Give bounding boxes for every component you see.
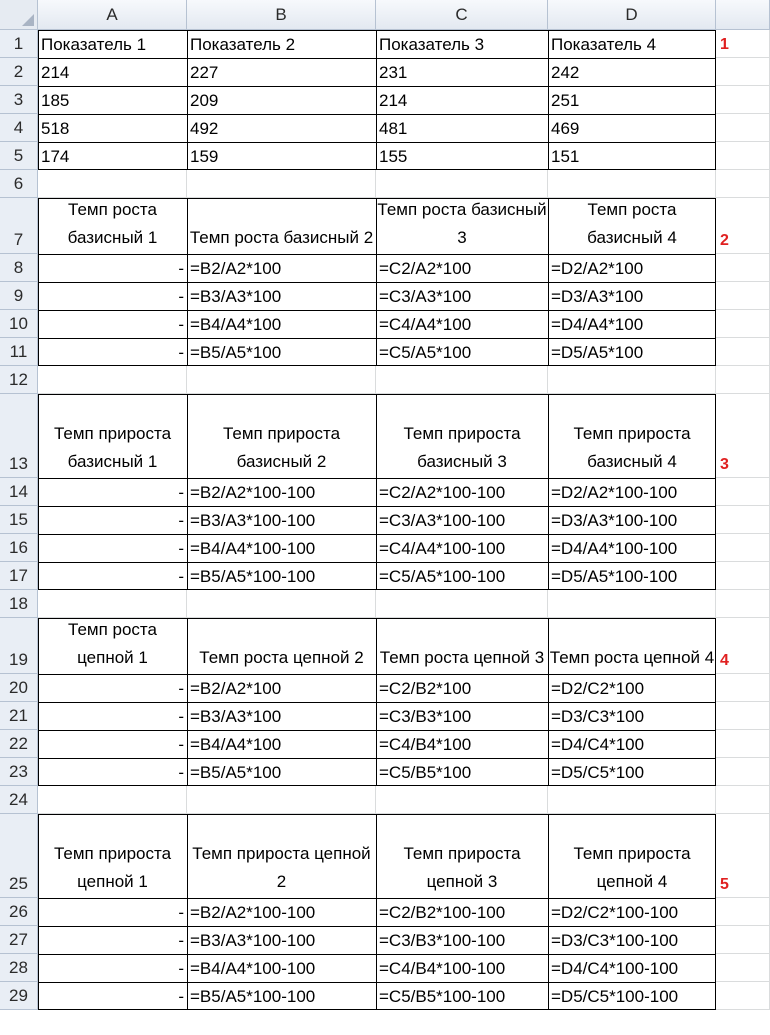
block-marker-5: 5	[720, 876, 729, 893]
cell-a22[interactable]: -	[178, 734, 184, 754]
cell-b21[interactable]: =B3/A3*100	[190, 706, 282, 726]
row-header-10[interactable]: 10	[0, 310, 38, 338]
column-header-c[interactable]: C	[376, 0, 548, 30]
cell-d23[interactable]: =D5/C5*100	[551, 762, 645, 782]
cell-e24[interactable]	[716, 786, 770, 814]
cell-d2[interactable]: 242	[551, 62, 580, 82]
cell-d10[interactable]: =D4/A4*100	[551, 314, 644, 334]
cell-e2[interactable]	[716, 58, 770, 86]
cell-d28[interactable]: =D4/C4*100-100	[551, 958, 679, 978]
cell-d18[interactable]	[548, 590, 716, 618]
cell-d8[interactable]: =D2/A2*100	[551, 258, 644, 278]
cell-d15[interactable]: =D3/A3*100-100	[551, 510, 678, 530]
cell-e12[interactable]	[716, 366, 770, 394]
cell-b11[interactable]: =B5/A5*100	[190, 342, 282, 362]
row-header-9[interactable]: 9	[0, 282, 38, 310]
cell-d5[interactable]: 151	[551, 146, 580, 166]
cell-e26[interactable]	[716, 898, 770, 926]
cell-a8[interactable]: -	[178, 258, 184, 278]
row-header-28[interactable]: 28	[0, 954, 38, 982]
cell-a3[interactable]: 185	[41, 90, 70, 110]
row-header-2[interactable]: 2	[0, 58, 38, 86]
block-marker-1: 1	[720, 36, 729, 53]
cell-b8[interactable]: =B2/A2*100	[190, 258, 282, 278]
cell-e15[interactable]	[716, 506, 770, 534]
row-header-13[interactable]: 13	[0, 394, 38, 478]
cell-c29[interactable]: =C5/B5*100-100	[379, 986, 506, 1006]
row-header-29[interactable]: 29	[0, 982, 38, 1010]
cell-b7[interactable]: Темп роста базисный 2	[189, 228, 374, 247]
cell-a13[interactable]: Темп прироста базисный 1	[53, 424, 172, 471]
cell-c15[interactable]: =C3/A3*100-100	[379, 510, 506, 530]
cell-c14[interactable]: =C2/A2*100-100	[379, 482, 506, 502]
cell-b26[interactable]: =B2/A2*100-100	[190, 902, 316, 922]
cell-e5[interactable]	[716, 142, 770, 170]
cell-c5[interactable]: 155	[379, 146, 408, 166]
cell-a4[interactable]: 518	[41, 118, 70, 138]
block-marker-2: 2	[720, 232, 729, 249]
cell-e22[interactable]	[716, 730, 770, 758]
row-header-25[interactable]: 25	[0, 814, 38, 898]
cell-e4[interactable]	[716, 114, 770, 142]
row-header-1[interactable]: 1	[0, 30, 38, 58]
row-header-18[interactable]: 18	[0, 590, 38, 618]
row-header-23[interactable]: 23	[0, 758, 38, 786]
cell-b27[interactable]: =B3/A3*100-100	[190, 930, 316, 950]
cell-b25[interactable]: Темп прироста цепной 2	[192, 844, 371, 891]
cell-c28[interactable]: =C4/B4*100-100	[379, 958, 506, 978]
row-header-3[interactable]: 3	[0, 86, 38, 114]
column-header-b[interactable]: B	[187, 0, 376, 30]
cell-d7[interactable]: Темп роста базисный 4	[587, 200, 677, 247]
cell-e23[interactable]	[716, 758, 770, 786]
cell-a16[interactable]: -	[178, 538, 184, 558]
row-header-5[interactable]: 5	[0, 142, 38, 170]
cell-e18[interactable]	[716, 590, 770, 618]
cell-c12[interactable]	[376, 366, 548, 394]
cell-d25[interactable]: Темп прироста цепной 4	[573, 844, 691, 891]
cell-a12[interactable]	[38, 366, 187, 394]
cell-d21[interactable]: =D3/C3*100	[551, 706, 645, 726]
cell-c11[interactable]: =C5/A5*100	[379, 342, 472, 362]
cell-e6[interactable]	[716, 170, 770, 198]
row-header-20[interactable]: 20	[0, 674, 38, 702]
cell-b1[interactable]: Показатель 2	[190, 34, 296, 54]
cell-b19[interactable]: Темп роста цепной 2	[199, 648, 364, 667]
cell-b10[interactable]: =B4/A4*100	[190, 314, 282, 334]
cell-c4[interactable]: 481	[379, 118, 408, 138]
cell-a20[interactable]: -	[178, 678, 184, 698]
cell-a9[interactable]: -	[178, 286, 184, 306]
cell-b20[interactable]: =B2/A2*100	[190, 678, 282, 698]
cell-c9[interactable]: =C3/A3*100	[379, 286, 472, 306]
cell-a6[interactable]	[38, 170, 187, 198]
row-header-21[interactable]: 21	[0, 702, 38, 730]
cell-a15[interactable]: -	[178, 510, 184, 530]
column-header-a[interactable]: A	[38, 0, 187, 30]
cell-a24[interactable]	[38, 786, 187, 814]
cell-d14[interactable]: =D2/A2*100-100	[551, 482, 678, 502]
cell-c18[interactable]	[376, 590, 548, 618]
cell-d4[interactable]: 469	[551, 118, 580, 138]
row-header-26[interactable]: 26	[0, 898, 38, 926]
cell-c20[interactable]: =C2/B2*100	[379, 678, 472, 698]
cell-c13[interactable]: Темп прироста базисный 3	[403, 424, 521, 471]
cell-c6[interactable]	[376, 170, 548, 198]
cell-c3[interactable]: 214	[379, 90, 408, 110]
cell-a7[interactable]: Темп роста базисный 1	[67, 200, 158, 247]
cell-b4[interactable]: 492	[190, 118, 219, 138]
cell-c24[interactable]	[376, 786, 548, 814]
cell-e28[interactable]	[716, 954, 770, 982]
row-header-16[interactable]: 16	[0, 534, 38, 562]
row-header-14[interactable]: 14	[0, 478, 38, 506]
cell-e8[interactable]	[716, 254, 770, 282]
cell-a25[interactable]: Темп прироста цепной 1	[53, 844, 172, 891]
cell-d1[interactable]: Показатель 4	[551, 34, 657, 54]
cell-d26[interactable]: =D2/C2*100-100	[551, 902, 679, 922]
cell-b23[interactable]: =B5/A5*100	[190, 762, 282, 782]
cell-d16[interactable]: =D4/A4*100-100	[551, 538, 678, 558]
cell-c8[interactable]: =C2/A2*100	[379, 258, 472, 278]
row-header-6[interactable]: 6	[0, 170, 38, 198]
cell-b3[interactable]: 209	[190, 90, 219, 110]
row-header-15[interactable]: 15	[0, 506, 38, 534]
row-header-8[interactable]: 8	[0, 254, 38, 282]
cell-c27[interactable]: =C3/B3*100-100	[379, 930, 506, 950]
cell-d13[interactable]: Темп прироста базисный 4	[573, 424, 691, 471]
row-header-22[interactable]: 22	[0, 730, 38, 758]
cell-a23[interactable]: -	[178, 762, 184, 782]
cell-e20[interactable]	[716, 674, 770, 702]
cell-c1[interactable]: Показатель 3	[379, 34, 485, 54]
cell-b28[interactable]: =B4/A4*100-100	[190, 958, 316, 978]
select-all-corner[interactable]	[0, 0, 38, 30]
cell-a18[interactable]	[38, 590, 187, 618]
cell-d17[interactable]: =D5/A5*100-100	[551, 566, 678, 586]
cell-a17[interactable]: -	[178, 566, 184, 586]
cell-a29[interactable]: -	[178, 986, 184, 1006]
cell-b17[interactable]: =B5/A5*100-100	[190, 566, 316, 586]
cell-b12[interactable]	[187, 366, 376, 394]
cell-e10[interactable]	[716, 310, 770, 338]
cell-c22[interactable]: =C4/B4*100	[379, 734, 472, 754]
cell-b16[interactable]: =B4/A4*100-100	[190, 538, 316, 558]
cell-e29[interactable]	[716, 982, 770, 1010]
cell-c17[interactable]: =C5/A5*100-100	[379, 566, 506, 586]
cell-a1[interactable]: Показатель 1	[41, 34, 147, 54]
cell-b9[interactable]: =B3/A3*100	[190, 286, 282, 306]
cell-e16[interactable]	[716, 534, 770, 562]
block-marker-3: 3	[720, 456, 729, 473]
cell-a5[interactable]: 174	[41, 146, 70, 166]
cell-c16[interactable]: =C4/A4*100-100	[379, 538, 506, 558]
cell-a21[interactable]: -	[178, 706, 184, 726]
cell-a14[interactable]: -	[178, 482, 184, 502]
cell-e27[interactable]	[716, 926, 770, 954]
row-header-27[interactable]: 27	[0, 926, 38, 954]
cell-a10[interactable]: -	[178, 314, 184, 334]
cell-d20[interactable]: =D2/C2*100	[551, 678, 645, 698]
cell-e11[interactable]	[716, 338, 770, 366]
cell-b13[interactable]: Темп прироста базисный 2	[222, 424, 341, 471]
cell-c25[interactable]: Темп прироста цепной 3	[403, 844, 521, 891]
cell-c7[interactable]: Темп роста базисный 3	[377, 200, 547, 247]
cell-b24[interactable]	[187, 786, 376, 814]
column-header-e[interactable]	[716, 0, 770, 30]
cell-b6[interactable]	[187, 170, 376, 198]
cell-c23[interactable]: =C5/B5*100	[379, 762, 472, 782]
cell-d11[interactable]: =D5/A5*100	[551, 342, 644, 362]
row-header-11[interactable]: 11	[0, 338, 38, 366]
cell-e21[interactable]	[716, 702, 770, 730]
cell-b15[interactable]: =B3/A3*100-100	[190, 510, 316, 530]
cell-e9[interactable]	[716, 282, 770, 310]
select-all-triangle-icon	[22, 14, 34, 26]
row-header-7[interactable]: 7	[0, 198, 38, 254]
cell-b22[interactable]: =B4/A4*100	[190, 734, 282, 754]
row-header-24[interactable]: 24	[0, 786, 38, 814]
cell-a28[interactable]: -	[178, 958, 184, 978]
cell-b14[interactable]: =B2/A2*100-100	[190, 482, 316, 502]
row-header-17[interactable]: 17	[0, 562, 38, 590]
cell-d19[interactable]: Темп роста цепной 4	[549, 648, 715, 667]
row-header-19[interactable]: 19	[0, 618, 38, 674]
cell-c10[interactable]: =C4/A4*100	[379, 314, 472, 334]
cell-b2[interactable]: 227	[190, 62, 219, 82]
cell-d9[interactable]: =D3/A3*100	[551, 286, 644, 306]
cell-b5[interactable]: 159	[190, 146, 219, 166]
cell-d6[interactable]	[548, 170, 716, 198]
row-header-4[interactable]: 4	[0, 114, 38, 142]
cell-d12[interactable]	[548, 366, 716, 394]
column-header-d[interactable]: D	[548, 0, 716, 30]
cell-d29[interactable]: =D5/C5*100-100	[551, 986, 679, 1006]
cell-e17[interactable]	[716, 562, 770, 590]
sheet-bottom-area	[0, 1010, 770, 1035]
row-header-12[interactable]: 12	[0, 366, 38, 394]
cell-e3[interactable]	[716, 86, 770, 114]
cell-d27[interactable]: =D3/C3*100-100	[551, 930, 679, 950]
cell-c21[interactable]: =C3/B3*100	[379, 706, 472, 726]
cell-a26[interactable]: -	[178, 902, 184, 922]
cell-a11[interactable]: -	[178, 342, 184, 362]
cell-d22[interactable]: =D4/C4*100	[551, 734, 645, 754]
cell-e14[interactable]	[716, 478, 770, 506]
cell-b18[interactable]	[187, 590, 376, 618]
block-marker-4: 4	[720, 652, 729, 669]
cell-c19[interactable]: Темп роста цепной 3	[379, 648, 545, 667]
cell-d3[interactable]: 251	[551, 90, 580, 110]
cell-c26[interactable]: =C2/B2*100-100	[379, 902, 506, 922]
cell-a19[interactable]: Темп роста цепной 1	[68, 620, 157, 667]
cell-d24[interactable]	[548, 786, 716, 814]
cell-c2[interactable]: 231	[379, 62, 408, 82]
cell-a27[interactable]: -	[178, 930, 184, 950]
cell-b29[interactable]: =B5/A5*100-100	[190, 986, 316, 1006]
cell-a2[interactable]: 214	[41, 62, 70, 82]
